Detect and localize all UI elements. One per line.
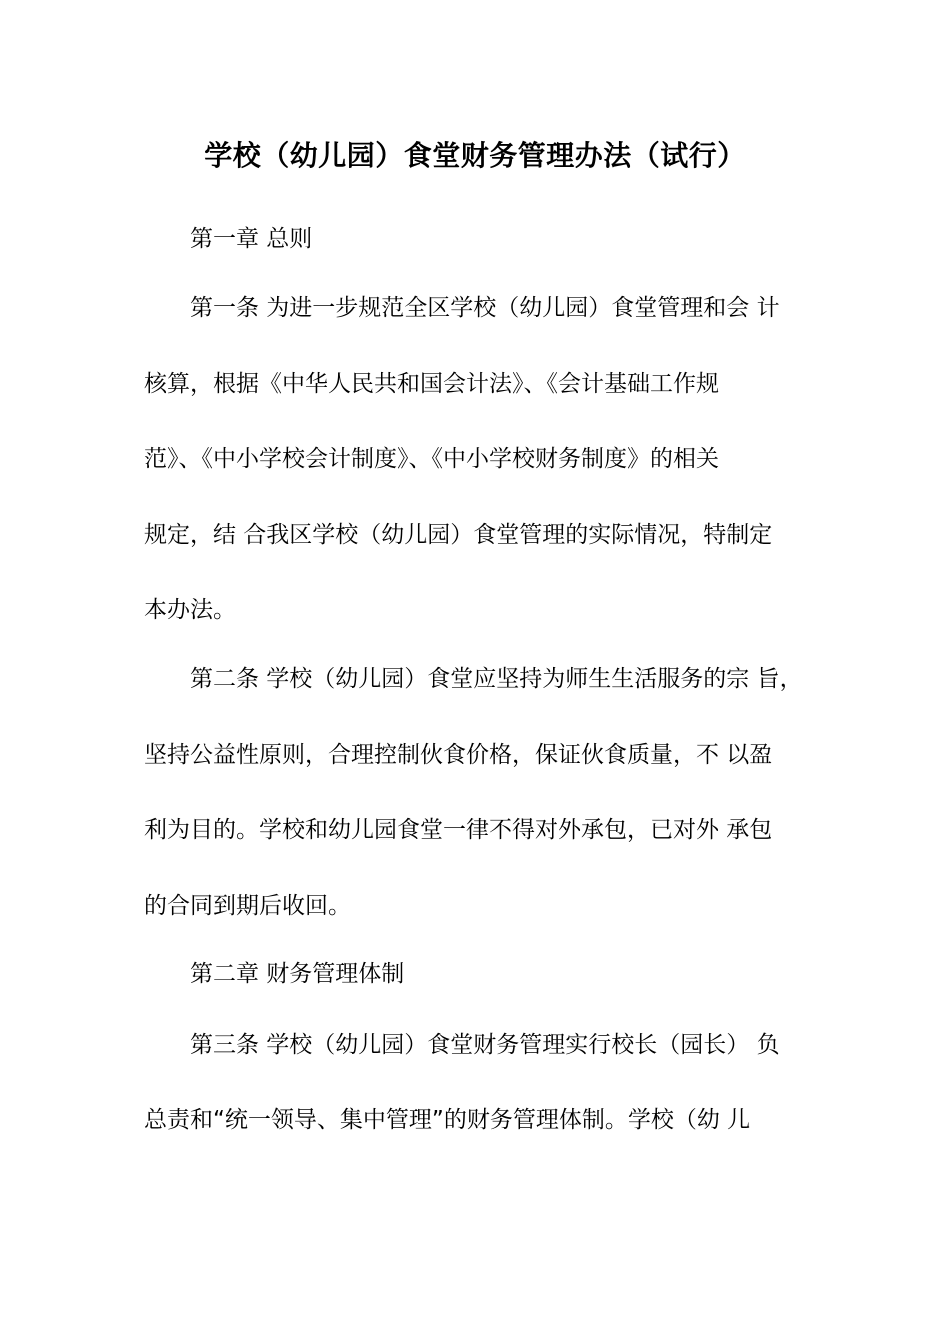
document-title: 学校（幼儿园）食堂财务管理办法（试行） bbox=[204, 139, 746, 172]
article-2-line-2: 坚持公益性原则，合理控制伙食价格，保证伙食质量，不 以盈 bbox=[144, 742, 773, 768]
article-3-line-1: 第三条 学校（幼儿园）食堂财务管理实行校长（园长） 负 bbox=[190, 1032, 780, 1058]
article-3-line-2: 总责和“统一领导、集中管理”的财务管理体制。学校（幼 儿 bbox=[144, 1107, 751, 1133]
article-1-line-5: 本办法。 bbox=[144, 597, 236, 623]
chapter-heading-2: 第二章 财务管理体制 bbox=[190, 961, 405, 987]
article-2-line-3: 利为目的。学校和幼儿园食堂一律不得对外承包，已对外 承包 bbox=[144, 817, 773, 843]
chapter-heading-1: 第一章 总则 bbox=[190, 226, 313, 252]
article-1-line-4: 规定，结 合我区学校（幼儿园）食堂管理的实际情况，特制定 bbox=[144, 522, 773, 548]
article-1-line-1: 第一条 为进一步规范全区学校（幼儿园）食堂管理和会 计 bbox=[190, 295, 780, 321]
article-2-line-4: 的合同到期后收回。 bbox=[144, 893, 351, 919]
article-2-line-1: 第二条 学校（幼儿园）食堂应坚持为师生生活服务的宗 旨， bbox=[190, 666, 803, 692]
article-1-line-3: 范》、《中小学校会计制度》、《中小学校财务制度》的相关 bbox=[144, 446, 719, 472]
article-1-line-2: 核算，根据《中华人民共和国会计法》、《会计基础工作规 bbox=[144, 371, 719, 397]
